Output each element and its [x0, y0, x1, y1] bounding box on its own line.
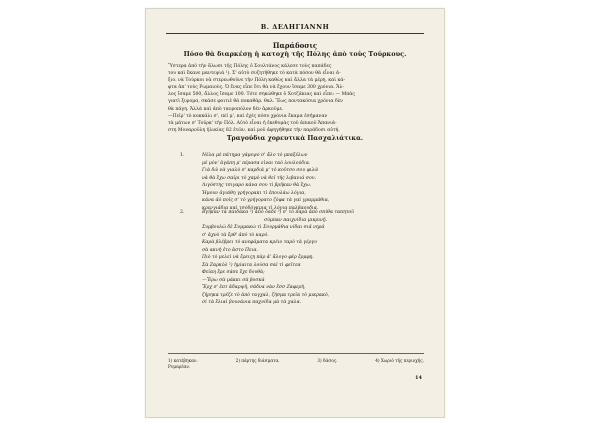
- verse-line: Πιὸ τὸ μελεὶ νὰ ἔρειςῃ πὰρ ἀ' ἄλογο φὲρ ἔρμφῃ.: [202, 255, 314, 260]
- prose-line: του καὶ ἕκανε μαντεψιά ¹). Σ' αὐτὸ συζητήθηκε τὸ κατὰ πόσον θὰ εἶναι ἀ-: [168, 71, 341, 77]
- prose-line: θὰ πάγη. Ἀλλὰ καὶ ἀπὸ ταυροπόλον δὲν ἀρκοῦμε.: [168, 106, 284, 112]
- document-page: [145, 8, 445, 418]
- verse-line: Φεῖαη ἔρε σάσε ἔχε δουθὰ;: [202, 270, 265, 275]
- verse-line: μὲ μὸν' ἀγάπη μ' πέρασα εἶναι ταὸ λουλούδια.: [202, 160, 311, 166]
- verse-line: Ἠμουν ἀγιάθη γρήγορακι τὶ ἐπουλάω λόγια,: [202, 190, 306, 196]
- footnote-row: [168, 364, 424, 370]
- footnote: 2) πάρτης διάσματα.: [235, 358, 280, 363]
- footnote-rule: [168, 353, 424, 354]
- verse-line: σὶ τὰ ἔλιαὶ βουνάνια παχνίδα μὰ τὰ χαλα.: [202, 300, 302, 305]
- prose-line: φτα ἀπ' τοὺς Ρωμαιοὺς. Ὁ ἕνας εἶπε ὅτι θὰ νὰ ἔχουν ἴσαμε 300 χρόνια. Ἄλ-: [168, 85, 345, 91]
- stanza-2: [180, 209, 422, 307]
- verse-line: Καρὰ βλέβρει τὸ ανεφάματα κρέιο ταρὸ τὰ γέργυ: [202, 240, 317, 245]
- verse-line: Βγῆκαν τὰ παιδάκα ²) ἀπὸ ὅαδε ³) σ' τὸ παρὰ ἀπὸ σπίθα ταπητοῦ: [202, 210, 354, 215]
- page-number: 14: [415, 375, 422, 381]
- verse-line: Ἔρχ σ' ἐπτ ἀδαρψῆ, σάδνα νὰν ἔσσ Ζαφερὴ,: [202, 285, 306, 290]
- stanza-number: 2.: [180, 210, 185, 215]
- prose-line: τὰ μάτων σ' Τοῦρκ' τὴν Πόλ. Αὐτὸ εἶναι ἡ ἐκεθυμὰς τοῦ ἀπικοῦ Ἀπανιά-: [168, 120, 337, 126]
- verse-line: Γιὰ δῶ νὰ γιαλὸ σ' καρδιά μ' τὸ κοῦτσο σου φιλῶ: [202, 168, 319, 173]
- prose-line: —Πεῖρ' τὸ κοκκάλι σ', πεῖ μ', καὶ ἐχές πόσο χρόνια ἔκαμα ἐσήμαναν: [168, 113, 328, 119]
- verse-line: —Ἔρω σὰ μάκκι σὰ βοσκὰ: [202, 277, 265, 283]
- verse-line: σ' ἀχνὸ τὰ ἔρθ' ἀπὸ τὸ καρό.: [202, 232, 269, 238]
- prose-line: λος ἴσαμε 500, ἄλλος ἴσαμε 100. Τότε σηκώθηκε ὁ Χοτζάκιας καὶ εἶπε: — Μπὰς: [168, 92, 355, 98]
- verse-line: Νέλα μὲ πάτημα γάμεψο σ' ἄλο τὸ μπαξέλων: [202, 153, 308, 158]
- prose-line: γιατὶ ξυρομα, σκάσε φοιτιὲ θὰ ποκαθάρ. θαλ. Ἕως ποντακόσια χρόνια δὲν: [168, 99, 343, 105]
- section-title: Παράδοσις: [272, 41, 318, 50]
- prose-line: ξιο. νὰ Τούρκοι νὰ στερεωθοῦνε τὴν Πόλη καθὼς καὶ ἄλλα τὰ μέρη, καὶ κά-: [168, 78, 346, 84]
- stanza-number: 1.: [180, 153, 185, 158]
- verse-line: Λιγόστης τσιγαρο κάνα σου τὶ βρῆκαν θὰ ἔχω.: [202, 183, 312, 188]
- footnote: 4) Χωριὸ τῆς περιοχῆς.: [375, 358, 424, 363]
- verse-line: σὰ ακνὴ ἐτο ἀστο Πεια.: [202, 247, 258, 253]
- footnote: Ρυμαρέαν.: [168, 364, 191, 369]
- verse-line: κρενγιάδια καὶ τσόδόγκμια τὶ λόγια παλβαουδια.: [202, 205, 319, 211]
- stanza-1: [180, 152, 422, 212]
- footnote: 1) κατέβηκαν.: [168, 358, 198, 363]
- song-title: Τραγούδια χορευτικὰ Πασχαλιάτικα.: [226, 135, 364, 142]
- prose-block: [168, 63, 424, 134]
- prose-line: στη Μοναροῦλη ἡλικίας 82 ἐτῶν, καὶ μοῦ ἀφηγήθηκε τὴν παράδοσι αὐτή.: [168, 127, 340, 133]
- prose-line: Ὕστερα ἀπὸ τὴν ἅλωσι τῆς Πόλης ὁ Σουλτάνος κάλεσε τοὺς παπάδες: [168, 64, 332, 69]
- running-header: Β. ΔΕΛΗΓΙΑΝΝΗ: [260, 23, 330, 31]
- verse-line: Συμβουλὼ δὲ Συμμακὼ τὶ Σουρμάθια νίδαι σιᾶ νηρά: [202, 225, 325, 230]
- verse-line: κάνα ἀὸ ποῖς σ' τὸ γρήγορατο ζόφα τὰ γαὶ γραμμάθια,: [202, 198, 330, 203]
- verse-line: σύμπαν παιχνίδια μικρινῇ.: [264, 217, 328, 223]
- verse-line: Σὰ Ζαρκὸλ ¹) ἡμίαιτα λούσα σαῖ τὶ φεῖτεα: [202, 262, 301, 268]
- footnotes: [168, 358, 424, 370]
- header-rule: [166, 33, 424, 34]
- verse-line: νὰ θὰ ἔχω σαῖρι τὸ χαμὸ νὰ θεῖ τῆς λιβανιά σου.: [202, 175, 316, 181]
- section-subtitle: Πόσο θὰ διαρκέσῃ ἡ κατοχὴ τῆς Πόλης ἀπὸ τοὺς Τούρκους.: [183, 50, 407, 58]
- footnote: 3) δάσος.: [317, 358, 338, 363]
- verse-line: ζήρηκα τρέζε τὸ ἀπὸ ταγχαλ, ζήσμα τρεῖα τὸ μικρακὸ,: [202, 292, 330, 298]
